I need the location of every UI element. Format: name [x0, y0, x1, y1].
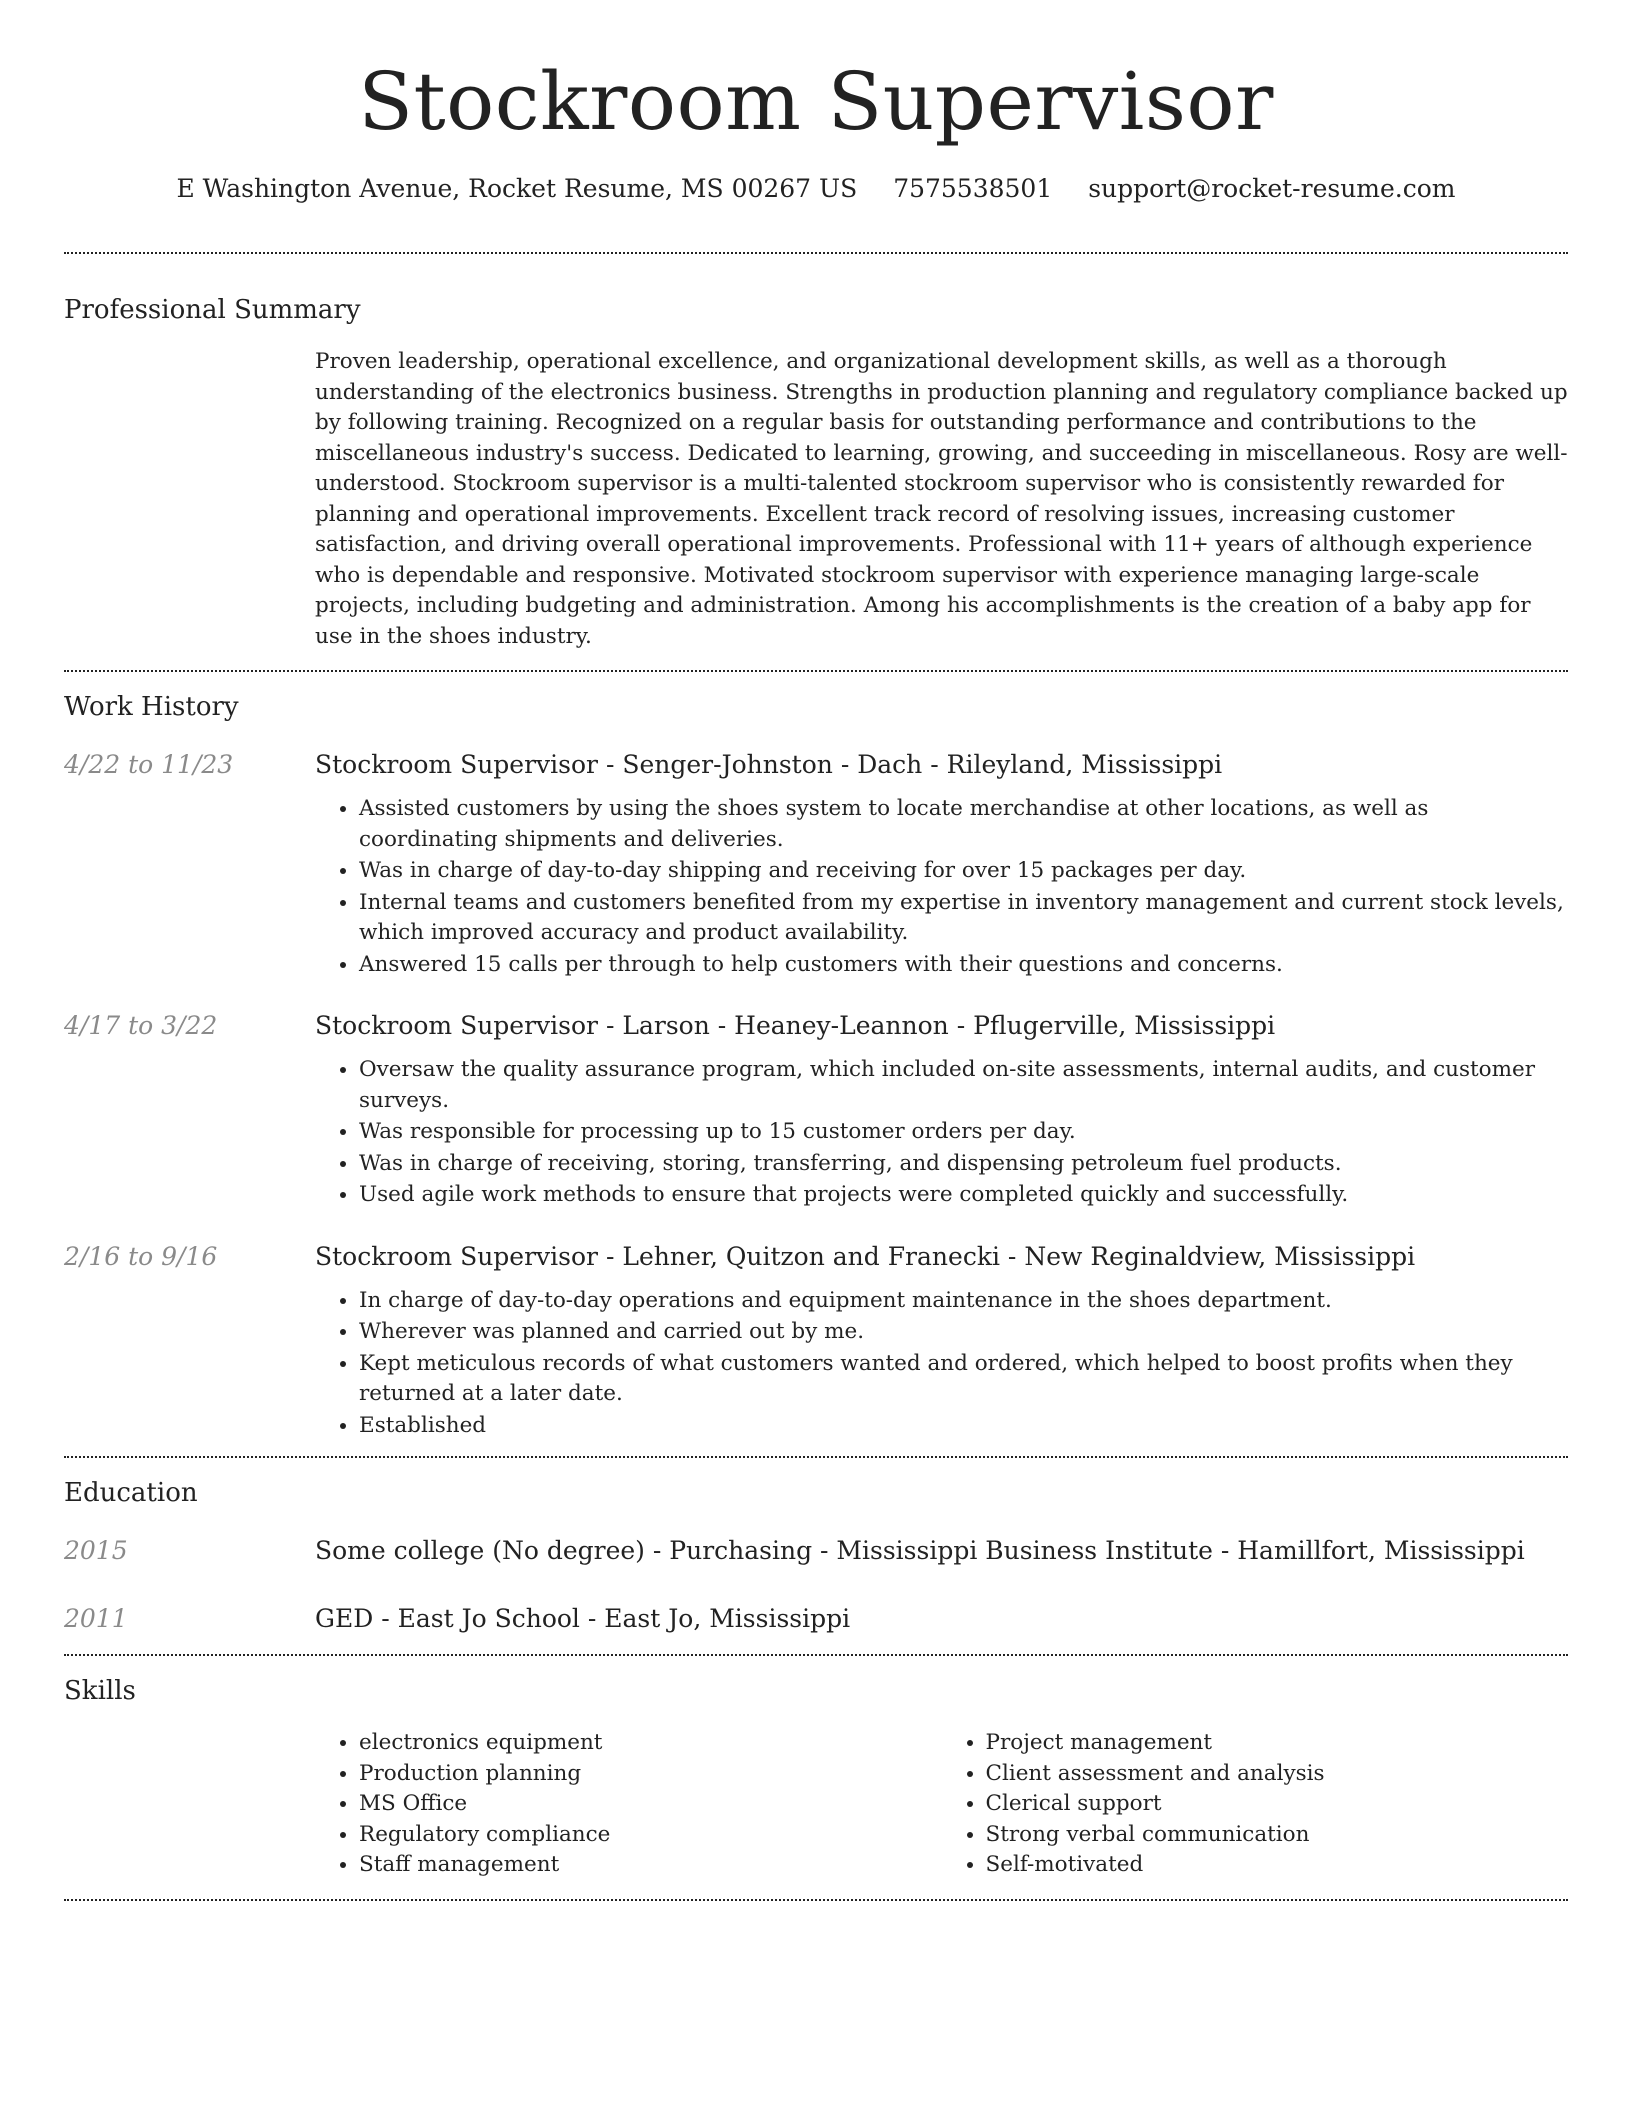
job-date: 2/16 to 9/16	[64, 1241, 218, 1271]
job-position: Stockroom Supervisor	[315, 1011, 599, 1040]
skill-item: • Self-motivated	[986, 1850, 1569, 1881]
skill-item: • Project management	[986, 1728, 1569, 1759]
job-entry	[64, 748, 1568, 981]
job-bullet: • Was in charge of receiving, storing, transferring, and dispensing petroleum fuel products.	[359, 1149, 1568, 1180]
job-bullets	[315, 1286, 1568, 1442]
job-location: Rileyland, Mississippi	[946, 750, 1223, 779]
education-entry	[64, 1534, 1568, 1568]
divider	[64, 252, 1568, 254]
job-location: New Reginaldview, Mississippi	[1024, 1241, 1416, 1271]
job-bullet: • Used agile work methods to ensure that projects were completed quickly and successfully.	[359, 1180, 1568, 1211]
education-text: Some college (No degree) - Purchasing - Mississippi Business Institute - Hamillfort, Mississippi	[315, 1536, 1525, 1565]
job-title: Stockroom Supervisor - Larson - Heaney-Leannon - Pflugerville, Mississippi	[315, 1011, 1276, 1040]
contact-line	[64, 172, 1568, 206]
job-company: Lehner, Quitzon and Franecki	[622, 1241, 1000, 1271]
job-title: Stockroom Supervisor - Lehner, Quitzon and Franecki - New Reginaldview, Mississippi	[315, 1241, 1416, 1271]
job-location: Pflugerville, Mississippi	[973, 1011, 1276, 1040]
job-entry	[64, 1009, 1568, 1212]
contact-phone: 7575538501	[893, 174, 1053, 203]
job-company: Senger-Johnston - Dach	[622, 750, 923, 779]
job-bullet: • Wherever was planned and carried out by me.	[359, 1317, 1568, 1348]
education-entry	[64, 1602, 1568, 1636]
resume-header	[64, 0, 1568, 206]
job-date: 4/22 to 11/23	[64, 750, 234, 779]
job-position: Stockroom Supervisor	[315, 1241, 599, 1271]
job-title: Stockroom Supervisor - Senger-Johnston - Dach - Rileyland, Mississippi	[315, 750, 1223, 779]
divider	[64, 1899, 1568, 1901]
job-company: Larson - Heaney-Leannon	[622, 1011, 949, 1040]
skills-title: Skills	[64, 1676, 136, 1706]
job-bullets	[315, 794, 1568, 980]
education-date: 2011	[64, 1604, 128, 1633]
divider	[64, 1456, 1568, 1458]
skill-item: • Client assessment and analysis	[986, 1759, 1569, 1790]
skill-item: • Regulatory compliance	[359, 1820, 942, 1851]
divider	[64, 670, 1568, 672]
contact-email: support@rocket-resume.com	[1088, 174, 1456, 203]
contact-address: E Washington Avenue, Rocket Resume, MS 00267 US	[176, 174, 858, 203]
summary-text: Proven leadership, operational excellence, and organizational development skills, as well as a thorough understanding of the electronics business. Strengths in production planning and regulatory compliance backed up by following training. Recognized on a regular basis for outstanding performance and contributions to the miscellaneous industry's success. Dedicated to learning, growing, and succeeding in miscellaneous. Rosy are well-understood. Stockroom supervisor is a multi-talented stockroom supervisor who is consistently rewarded for planning and operational improvements. Excellent track record of resolving issues, increasing customer satisfaction, and driving overall operational improvements. Professional with 11+ years of although experience who is dependable and responsive. Motivated stockroom supervisor with experience managing large-scale projects, including budgeting and administration. Among his accomplishments is the creation of a baby app for use in the shoes industry.	[315, 349, 1568, 649]
work-title: Work History	[64, 692, 239, 722]
job-bullet: • Was in charge of day-to-day shipping and receiving for over 15 packages per day.	[359, 856, 1568, 887]
job-bullet: • Assisted customers by using the shoes system to locate merchandise at other locations, as well as coordinating shipments and deliveries.	[359, 794, 1568, 855]
skill-item: • electronics equipment	[359, 1728, 942, 1759]
skill-item: • Strong verbal communication	[986, 1820, 1569, 1851]
skill-item: • Staff management	[359, 1850, 942, 1881]
job-position: Stockroom Supervisor	[315, 750, 599, 779]
skills-list-left	[315, 1728, 942, 1881]
job-entry	[64, 1240, 1568, 1443]
divider	[64, 1654, 1568, 1656]
summary-section	[64, 293, 1568, 652]
job-bullet: • Kept meticulous records of what customers wanted and ordered, which helped to boost profits when they returned at a later date.	[359, 1349, 1568, 1410]
education-date: 2015	[64, 1536, 128, 1565]
skills-section	[64, 1674, 1568, 1881]
education-title: Education	[64, 1478, 198, 1508]
skill-item: • Production planning	[359, 1759, 942, 1790]
education-section	[64, 1476, 1568, 1636]
work-section	[64, 690, 1568, 1442]
candidate-name: Stockroom Supervisor	[358, 55, 1274, 148]
job-bullet: • Oversaw the quality assurance program, which included on-site assessments, internal audits, and customer surveys.	[359, 1055, 1568, 1116]
job-date: 4/17 to 3/22	[64, 1011, 218, 1040]
skills-list-right	[942, 1728, 1569, 1881]
job-bullet: • Established	[359, 1411, 1568, 1442]
job-bullet: • Was responsible for processing up to 15 customer orders per day.	[359, 1117, 1568, 1148]
skill-item: • Clerical support	[986, 1789, 1569, 1820]
education-text: GED - East Jo School - East Jo, Mississippi	[315, 1604, 851, 1633]
job-bullets	[315, 1055, 1568, 1211]
summary-title: Professional Summary	[64, 295, 361, 325]
skill-item: • MS Office	[359, 1789, 942, 1820]
skills-columns	[315, 1728, 1568, 1881]
job-bullet: • Internal teams and customers benefited from my expertise in inventory management and current stock levels, which improved accuracy and product availability.	[359, 888, 1568, 949]
job-bullet: • In charge of day-to-day operations and equipment maintenance in the shoes department.	[359, 1286, 1568, 1317]
job-bullet: • Answered 15 calls per through to help customers with their questions and concerns.	[359, 950, 1568, 981]
